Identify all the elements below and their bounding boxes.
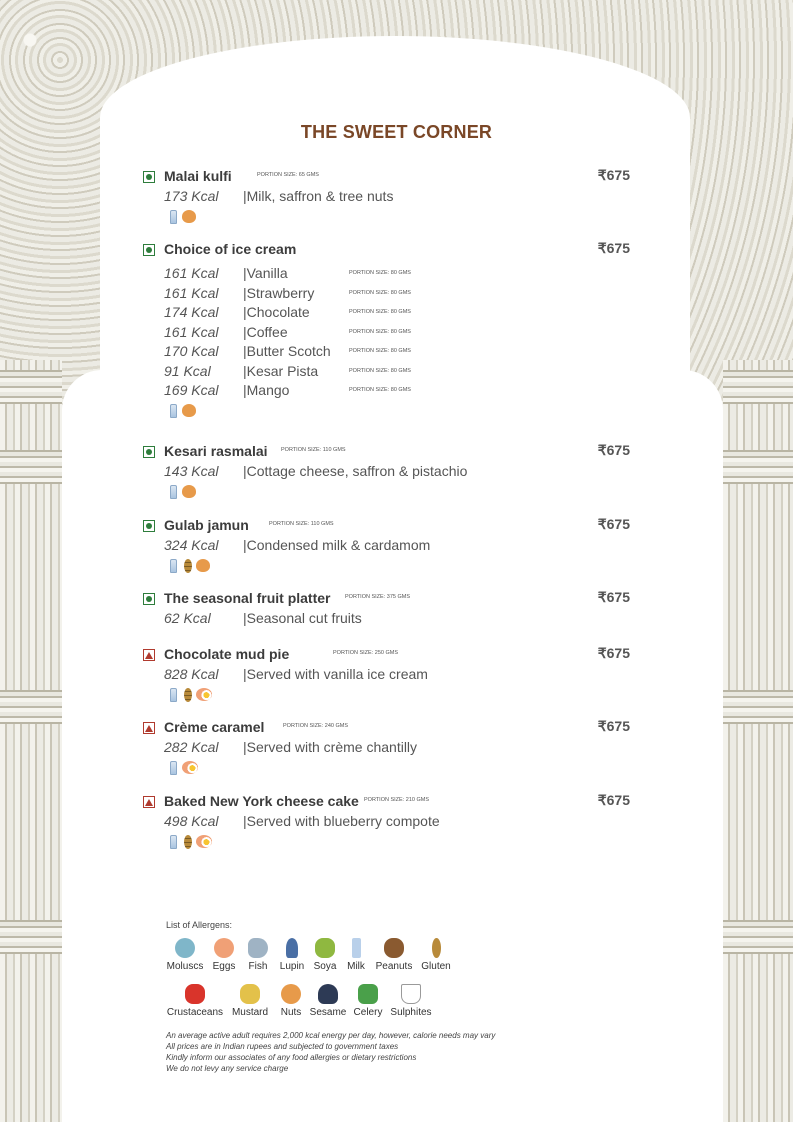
milk-icon [170,688,177,702]
crustaceans-icon [185,984,205,1004]
item-price: ₹675 [597,516,630,532]
allergen-label: Milk [347,961,365,972]
portion-size: PORTION SIZE: 65 GMS [257,172,319,178]
flavour-kcal: 174 Kcal [164,304,219,320]
item-kcal: 143 Kcal [164,463,219,479]
flavour-row [143,324,643,344]
item-kcal: 173 Kcal [164,188,219,204]
item-price: ₹675 [597,645,630,661]
item-price: ₹675 [597,167,630,183]
portion-size: PORTION SIZE: 80 GMS [349,270,411,276]
menu-item-fruit-platter [143,590,643,630]
item-name: Crème caramel [164,719,265,735]
allergen-mustard [228,984,272,1018]
allergen-lupin [276,938,308,972]
allergen-moluscs [164,938,206,972]
footer-notes [166,1030,586,1074]
item-kcal: 498 Kcal [164,813,219,829]
nuts-icon [182,485,196,498]
flavour-row [143,285,643,305]
milk-icon [352,938,361,958]
item-name: Malai kulfi [164,168,232,184]
milk-icon [170,210,177,224]
non-veg-mark-icon [143,722,155,734]
menu-item-kesari-rasmalai [143,443,643,501]
allergen-milk [343,938,369,972]
item-description: |Served with vanilla ice cream [243,666,428,682]
allergen-sulphites [388,984,434,1018]
item-name: Baked New York cheese cake [164,793,359,809]
item-kcal: 324 Kcal [164,537,219,553]
gluten-icon [184,559,192,573]
milk-icon [170,559,177,573]
allergen-label: Fish [248,961,268,972]
menu-item-chocolate-mud-pie [143,646,643,704]
panel-side-left [62,370,107,1122]
allergen-peanuts [373,938,415,972]
flavour-kcal: 91 Kcal [164,362,211,379]
allergen-label: Sesame [309,1007,347,1018]
item-description: |Served with blueberry compote [243,813,440,829]
eggs-icon [196,688,212,701]
veg-mark-icon [143,244,155,256]
menu-item-creme-caramel [143,719,643,777]
flavour-name: |Coffee [243,323,288,340]
allergen-label: Mustard [231,1007,269,1018]
allergen-label: Crustaceans [166,1007,224,1018]
menu-item-ice-cream [143,241,643,420]
mustard-icon [240,984,260,1004]
panel-side-right [683,370,723,1122]
eggs-icon [196,835,212,848]
item-name: The seasonal fruit platter [164,590,331,606]
flavour-kcal: 170 Kcal [164,343,219,359]
item-description: |Milk, saffron & tree nuts [243,188,394,204]
nuts-icon [196,559,210,572]
portion-size: PORTION SIZE: 80 GMS [349,367,411,374]
portion-size: PORTION SIZE: 80 GMS [349,289,411,296]
allergen-gluten [418,938,454,972]
allergen-fish [243,938,273,972]
menu-item-gulab-jamun [143,517,643,575]
item-name: Chocolate mud pie [164,646,290,662]
lupin-icon [286,938,298,958]
milk-icon [170,404,177,418]
item-description: |Condensed milk & cardamom [243,537,431,553]
sulphites-icon [401,984,421,1004]
portion-size: PORTION SIZE: 210 GMS [364,797,429,803]
note-line: We do not levy any service charge [166,1064,289,1073]
gluten-icon [184,835,192,849]
portion-size: PORTION SIZE: 250 GMS [333,650,398,656]
eggs-icon [182,761,198,774]
soya-icon [315,938,335,958]
eggs-icon [214,938,234,958]
item-price: ₹675 [597,589,630,605]
veg-mark-icon [143,446,155,458]
celery-icon [358,984,378,1004]
veg-mark-icon [143,520,155,532]
allergen-label: Eggs [212,961,236,972]
item-description: |Cottage cheese, saffron & pistachio [243,463,468,479]
portion-size: PORTION SIZE: 80 GMS [349,309,411,315]
veg-mark-icon [143,593,155,605]
allergens-title: List of Allergens: [166,920,233,930]
sesame-icon [318,984,338,1004]
gluten-icon [184,688,192,702]
page-title: THE SWEET CORNER [300,122,493,142]
item-name: Kesari rasmalai [164,443,268,459]
menu-item-cheese-cake [143,793,643,851]
moluscs-icon [175,938,195,958]
item-kcal: 62 Kcal [164,610,211,626]
gluten-icon [432,938,441,958]
portion-size: PORTION SIZE: 80 GMS [349,328,411,335]
milk-icon [170,485,177,499]
flavour-kcal: 161 Kcal [164,265,219,281]
flavour-row [143,363,643,383]
allergen-label: Gluten [421,961,451,972]
allergen-crustaceans [162,984,228,1018]
flavour-name: |Strawberry [243,284,315,301]
item-kcal: 282 Kcal [164,739,219,755]
item-price: ₹675 [597,240,630,256]
allergen-label: Soya [313,961,337,972]
flavour-row [143,304,643,324]
flavour-name: |Chocolate [243,304,310,320]
nuts-icon [182,404,196,417]
allergen-celery [350,984,386,1018]
item-name: Choice of ice cream [164,241,297,257]
left-pillar [0,360,62,1122]
portion-size: PORTION SIZE: 80 GMS [349,387,411,393]
item-name: Gulab jamun [164,517,249,533]
peanuts-icon [384,938,404,958]
note-line: Kindly inform our associates of any food allergies or dietary restrictions [166,1053,417,1062]
allergen-label: Moluscs [166,961,204,972]
milk-icon [170,835,177,849]
flavour-row [143,265,643,285]
non-veg-mark-icon [143,796,155,808]
milk-icon [170,761,177,775]
item-price: ₹675 [597,442,630,458]
allergen-label: Peanuts [375,961,413,972]
item-description: |Seasonal cut fruits [243,610,362,626]
portion-size: PORTION SIZE: 375 GMS [345,594,410,600]
item-description: |Served with crème chantilly [243,739,418,755]
item-kcal: 828 Kcal [164,666,219,682]
item-price: ₹675 [597,718,630,734]
flavour-name: |Butter Scotch [243,343,331,359]
flavour-name: |Mango [243,382,290,398]
note-line: All prices are in Indian rupees and subjected to government taxes [166,1042,399,1051]
portion-size: PORTION SIZE: 80 GMS [349,348,411,354]
menu-item-malai-kulfi [143,168,643,226]
allergen-soya [310,938,340,972]
flavour-kcal: 169 Kcal [164,382,219,398]
allergen-eggs [209,938,239,972]
flavour-name: |Kesar Pista [243,362,319,379]
portion-size: PORTION SIZE: 110 GMS [281,447,346,453]
nuts-icon [182,210,196,223]
flavour-row [143,382,643,402]
right-pillar [723,360,793,1122]
flavour-name: |Vanilla [243,265,288,281]
portion-size: PORTION SIZE: 110 GMS [269,521,334,527]
allergen-label: Lupin [279,961,305,972]
allergen-sesame [308,984,348,1018]
allergen-label: Sulphites [390,1007,432,1018]
nuts-icon [281,984,301,1004]
allergen-label: Nuts [280,1007,302,1018]
item-price: ₹675 [597,792,630,808]
allergen-label: Celery [353,1007,383,1018]
flavour-kcal: 161 Kcal [164,323,219,340]
veg-mark-icon [143,171,155,183]
fish-icon [248,938,268,958]
non-veg-mark-icon [143,649,155,661]
note-line: An average active adult requires 2,000 kcal energy per day, however, calorie needs may vary [166,1031,496,1040]
portion-size: PORTION SIZE: 240 GMS [283,723,348,729]
flavour-row [143,343,643,363]
flavour-kcal: 161 Kcal [164,284,219,301]
allergen-nuts [276,984,306,1018]
